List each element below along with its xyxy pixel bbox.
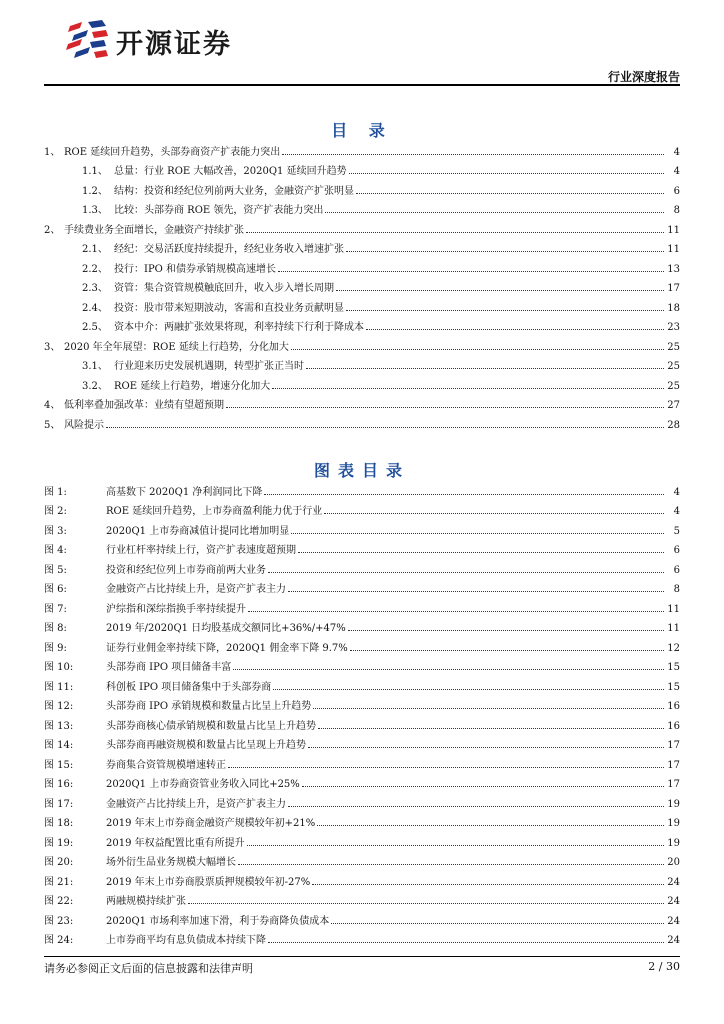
dot-leader (318, 727, 664, 729)
dot-leader (288, 590, 664, 592)
figure-entry-label: 2019 年权益配置比重有所提升 (106, 837, 245, 849)
dot-leader (228, 766, 664, 768)
figure-entry-page: 5 (673, 525, 680, 537)
brand-logo-icon (66, 20, 108, 62)
dot-leader (268, 571, 664, 573)
toc-entry-num: 2、 (44, 224, 61, 236)
dot-leader (247, 844, 664, 846)
figure-entry-page: 4 (673, 506, 680, 517)
toc-entry[interactable] (44, 372, 680, 392)
figure-entry-page: 11 (667, 603, 680, 615)
figure-entry[interactable] (44, 810, 680, 830)
figure-entry[interactable] (44, 790, 680, 810)
figure-entry-page: 6 (673, 564, 680, 576)
figure-entry-label: 投资和经纪位列上市券商前两大业务 (106, 564, 266, 576)
figure-entry[interactable] (44, 498, 680, 518)
figure-entry-num: 图 21: (44, 876, 74, 888)
figure-entry-num: 图 8: (44, 623, 67, 634)
figure-entry[interactable] (44, 615, 680, 635)
toc-entry-label: 风险提示 (64, 419, 104, 431)
toc-entry-label: ROE 延续上行趋势，增速分化加大 (114, 380, 271, 392)
footer-divider (44, 956, 680, 957)
figure-entry[interactable] (44, 712, 680, 732)
dot-leader (312, 883, 664, 885)
figure-entry-page: 24 (667, 896, 680, 907)
brand-logo (66, 20, 232, 62)
figure-entry-page: 19 (667, 837, 680, 849)
toc-entry[interactable] (44, 294, 680, 314)
figure-entry-label: 场外衍生品业务规模大幅增长 (106, 857, 236, 868)
figure-entry-page: 12 (667, 642, 680, 654)
figure-entry[interactable] (44, 849, 680, 869)
figure-entry-num: 图 22: (44, 896, 74, 907)
document-type: 行业深度报告 (607, 70, 680, 84)
toc-entry-num: 2.4、 (82, 302, 108, 314)
dot-leader (324, 512, 664, 514)
toc-entry-label: 总量：行业 ROE 大幅改善，2020Q1 延续回升趋势 (114, 166, 347, 177)
dot-leader (346, 309, 664, 311)
toc-entry-page: 8 (673, 205, 680, 216)
figure-entry-label: 头部券商 IPO 承销规模和数量占比呈上升趋势 (106, 701, 312, 712)
dot-leader (188, 902, 664, 904)
figure-entry-num: 图 10: (44, 662, 74, 673)
toc-entry-num: 1.1、 (82, 166, 108, 177)
figure-entry-label: 上市券商平均有息负债成本持续下降 (106, 935, 266, 946)
toc-entry-num: 2.3、 (82, 283, 108, 294)
toc-entry-num: 4、 (44, 400, 61, 411)
figure-entry-label: 证券行业佣金率持续下降，2020Q1 佣金率下降 9.7% (106, 642, 348, 654)
figure-entry[interactable] (44, 673, 680, 693)
figure-entry-label: 金融资产占比持续上升，是资产扩表主力 (106, 584, 286, 595)
toc-title: 目 录 (331, 121, 393, 140)
toc-entry[interactable] (44, 275, 680, 295)
toc-entry-page: 28 (667, 419, 680, 431)
toc-entry-page: 27 (667, 400, 680, 411)
disclaimer-note: 请务必参阅正文后面的信息披露和法律声明 (44, 962, 253, 975)
figure-entry-num: 图 2: (44, 506, 67, 517)
figure-entry[interactable] (44, 732, 680, 752)
header-divider (44, 84, 680, 86)
toc-entry-num: 5、 (44, 419, 61, 431)
toc-entry-num: 2.1、 (82, 244, 108, 255)
dot-leader (308, 746, 664, 748)
figure-entry-label: 2019 年/2020Q1 日均股基成交额同比+36%/+47% (106, 623, 346, 634)
toc-entry[interactable] (44, 411, 680, 431)
figure-entry[interactable] (44, 927, 680, 947)
dot-leader (317, 824, 664, 826)
toc-entry[interactable] (44, 197, 680, 217)
figure-entry-label: 2020Q1 市场利率加速下滑，利于券商降负债成本 (106, 915, 330, 927)
figure-entry[interactable] (44, 478, 680, 498)
dot-leader (264, 493, 664, 495)
toc-entry-page: 4 (673, 166, 680, 177)
figure-entry[interactable] (44, 907, 680, 927)
dot-leader (233, 668, 664, 670)
toc-entry-label: 2020 年全年展望：ROE 延续上行趋势，分化加大 (64, 341, 289, 353)
figure-entry-page: 24 (667, 876, 680, 888)
dot-leader (273, 688, 664, 690)
toc-entry-num: 3.2、 (82, 380, 108, 392)
dot-leader (282, 153, 664, 155)
toc-entry-num: 1、 (44, 146, 61, 158)
dot-leader (272, 387, 664, 389)
figure-entry-label: 两融规模持续扩张 (106, 896, 186, 907)
figure-entry-num: 图 20: (44, 857, 74, 868)
dot-leader (306, 367, 664, 369)
figure-entry-label: 金融资产占比持续上升，是资产扩表主力 (106, 798, 286, 810)
figure-entry[interactable] (44, 751, 680, 771)
page-number: 2 / 30 (648, 960, 680, 973)
toc-entry-label: 结构：投资和经纪位列前两大业务，金融资产扩张明显 (114, 185, 354, 197)
figure-entry-num: 图 13: (44, 720, 74, 732)
toc-entry-label: 投资：股市带来短期波动，客需和直投业务贡献明显 (114, 302, 344, 314)
figure-entry-num: 图 23: (44, 915, 74, 927)
dot-leader (356, 192, 664, 194)
toc-entry[interactable] (44, 138, 680, 158)
toc-entry-page: 11 (667, 224, 680, 236)
toc-entry[interactable] (44, 177, 680, 197)
figure-entry-page: 24 (667, 915, 680, 927)
dot-leader (350, 649, 664, 651)
toc-entry[interactable] (44, 333, 680, 353)
toc-entry[interactable] (44, 353, 680, 373)
figure-entry[interactable] (44, 829, 680, 849)
figure-entry-label: 2019 年末上市券商金融资产规模较年初+21% (106, 818, 316, 829)
dot-leader (325, 211, 664, 213)
toc-entry[interactable] (44, 158, 680, 178)
figure-list-title: 图表目录 (313, 461, 410, 480)
figure-entry-num: 图 3: (44, 525, 67, 537)
figure-entry-num: 图 16: (44, 779, 74, 790)
dot-leader (246, 231, 664, 233)
dot-leader (302, 785, 664, 787)
figure-entry-page: 15 (667, 681, 680, 693)
figure-entry-page: 11 (667, 623, 680, 634)
figure-entry[interactable] (44, 888, 680, 908)
figure-entry-num: 图 11: (44, 681, 74, 693)
brand-name: 开源证券 (116, 28, 232, 60)
figure-entry[interactable] (44, 517, 680, 537)
figure-entry-num: 图 14: (44, 740, 74, 751)
figure-entry-label: 券商集合资管规模增速转正 (106, 759, 226, 771)
toc-entry[interactable] (44, 236, 680, 256)
toc-entry-num: 1.3、 (82, 205, 108, 216)
figure-entry-page: 19 (667, 818, 680, 829)
dot-leader (238, 863, 664, 865)
figure-entry-num: 图 5: (44, 564, 67, 576)
figure-entry-num: 图 7: (44, 603, 67, 615)
dot-leader (331, 922, 664, 924)
figure-entry-num: 图 15: (44, 759, 74, 771)
toc-entry-page: 25 (667, 380, 680, 392)
figure-entry-page: 17 (667, 779, 680, 790)
figure-entry-page: 16 (667, 720, 680, 732)
dot-leader (106, 426, 664, 428)
figure-entry-num: 图 24: (44, 935, 74, 946)
figure-entry-page: 19 (667, 798, 680, 810)
toc-entry-page: 11 (667, 244, 680, 255)
toc-entry-label: ROE 延续回升趋势，头部券商资产扩表能力突出 (64, 146, 281, 158)
toc-entry[interactable] (44, 255, 680, 275)
toc-entry-num: 1.2、 (82, 185, 108, 197)
toc-entry-page: 18 (667, 302, 680, 314)
dot-leader (278, 270, 664, 272)
dot-leader (298, 551, 664, 553)
figure-entry-num: 图 6: (44, 584, 67, 595)
dot-leader (313, 707, 664, 709)
figure-entry-label: 头部券商再融资规模和数量占比呈现上升趋势 (106, 740, 306, 751)
toc-entry-label: 资本中介：两融扩张效果将现，利率持续下行利于降成本 (114, 322, 364, 333)
toc-entry-label: 行业迎来历史发展机遇期，转型扩张正当时 (114, 361, 304, 372)
figure-entry-page: 24 (667, 935, 680, 946)
figure-entry[interactable] (44, 868, 680, 888)
figure-entry-num: 图 4: (44, 545, 67, 556)
figure-entry-label: 高基数下 2020Q1 净利润同比下降 (106, 486, 263, 498)
figure-entry[interactable] (44, 595, 680, 615)
dot-leader (336, 289, 664, 291)
toc-entry-page: 17 (667, 283, 680, 294)
figure-entry-num: 图 17: (44, 798, 74, 810)
dot-leader (288, 805, 664, 807)
toc-entry-label: 资管：集合资管规模触底回升，收入步入增长周期 (114, 283, 334, 294)
toc-entry-num: 3.1、 (82, 361, 108, 372)
dot-leader (348, 629, 664, 631)
dot-leader (291, 532, 664, 534)
figure-entry-page: 17 (667, 740, 680, 751)
toc-entry-label: 低利率叠加强改革：业绩有望超预期 (64, 400, 224, 411)
figure-entry-label: 头部券商 IPO 项目储备丰富 (106, 662, 232, 673)
figure-entry-num: 图 9: (44, 642, 67, 654)
table-of-contents (44, 138, 680, 431)
toc-entry[interactable] (44, 216, 680, 236)
figure-entry-label: 科创板 IPO 项目储备集中于头部券商 (106, 681, 272, 693)
dot-leader (226, 406, 664, 408)
toc-entry-label: 手续费业务全面增长，金融资产持续扩张 (64, 224, 244, 236)
figure-entry-label: 2019 年末上市券商股票质押规模较年初-27% (106, 876, 311, 888)
dot-leader (248, 610, 664, 612)
figure-entry-page: 6 (673, 545, 680, 556)
figure-entry-page: 16 (667, 701, 680, 712)
figure-entry-page: 17 (667, 759, 680, 771)
figure-entry[interactable] (44, 576, 680, 596)
figure-entry[interactable] (44, 771, 680, 791)
toc-entry-num: 2.5、 (82, 322, 108, 333)
figure-entry-page: 4 (673, 486, 680, 498)
dot-leader (366, 328, 664, 330)
figure-entry[interactable] (44, 537, 680, 557)
figure-entry[interactable] (44, 556, 680, 576)
figure-entry-page: 20 (667, 857, 680, 868)
toc-entry-page: 25 (667, 361, 680, 372)
figure-entry-label: ROE 延续回升趋势，上市券商盈利能力优于行业 (106, 506, 323, 517)
figure-entry-page: 8 (673, 584, 680, 595)
toc-entry-page: 4 (673, 146, 680, 158)
toc-entry-page: 25 (667, 341, 680, 353)
dot-leader (346, 250, 664, 252)
toc-entry-num: 3、 (44, 341, 61, 353)
toc-entry-page: 13 (667, 263, 680, 275)
figure-entry-label: 沪综指和深综指换手率持续提升 (106, 603, 246, 615)
dot-leader (268, 941, 664, 943)
figure-entry-num: 图 18: (44, 818, 74, 829)
figure-entry-num: 图 12: (44, 701, 74, 712)
page-header (44, 14, 680, 82)
figure-entry[interactable] (44, 693, 680, 713)
toc-entry-label: 投行：IPO 和债券承销规模高速增长 (114, 263, 277, 275)
toc-entry[interactable] (44, 392, 680, 412)
toc-entry-label: 经纪：交易活跃度持续提升，经纪业务收入增速扩张 (114, 244, 344, 255)
figure-list (44, 478, 680, 946)
dot-leader (291, 348, 664, 350)
figure-entry-label: 头部券商核心债承销规模和数量占比呈上升趋势 (106, 720, 316, 732)
dot-leader (349, 172, 664, 174)
toc-entry-page: 23 (667, 322, 680, 333)
figure-entry-label: 2020Q1 上市券商减值计提同比增加明显 (106, 525, 290, 537)
toc-entry[interactable] (44, 314, 680, 334)
figure-entry-page: 15 (667, 662, 680, 673)
figure-entry-label: 2020Q1 上市券商资管业务收入同比+25% (106, 779, 300, 790)
figure-entry-num: 图 1: (44, 486, 67, 498)
figure-entry-label: 行业杠杆率持续上行，资产扩表速度超预期 (106, 545, 296, 556)
toc-entry-label: 比较：头部券商 ROE 领先，资产扩表能力突出 (114, 205, 324, 216)
toc-entry-num: 2.2、 (82, 263, 108, 275)
figure-entry-num: 图 19: (44, 837, 74, 849)
figure-entry[interactable] (44, 654, 680, 674)
figure-entry[interactable] (44, 634, 680, 654)
toc-entry-page: 6 (673, 185, 680, 197)
